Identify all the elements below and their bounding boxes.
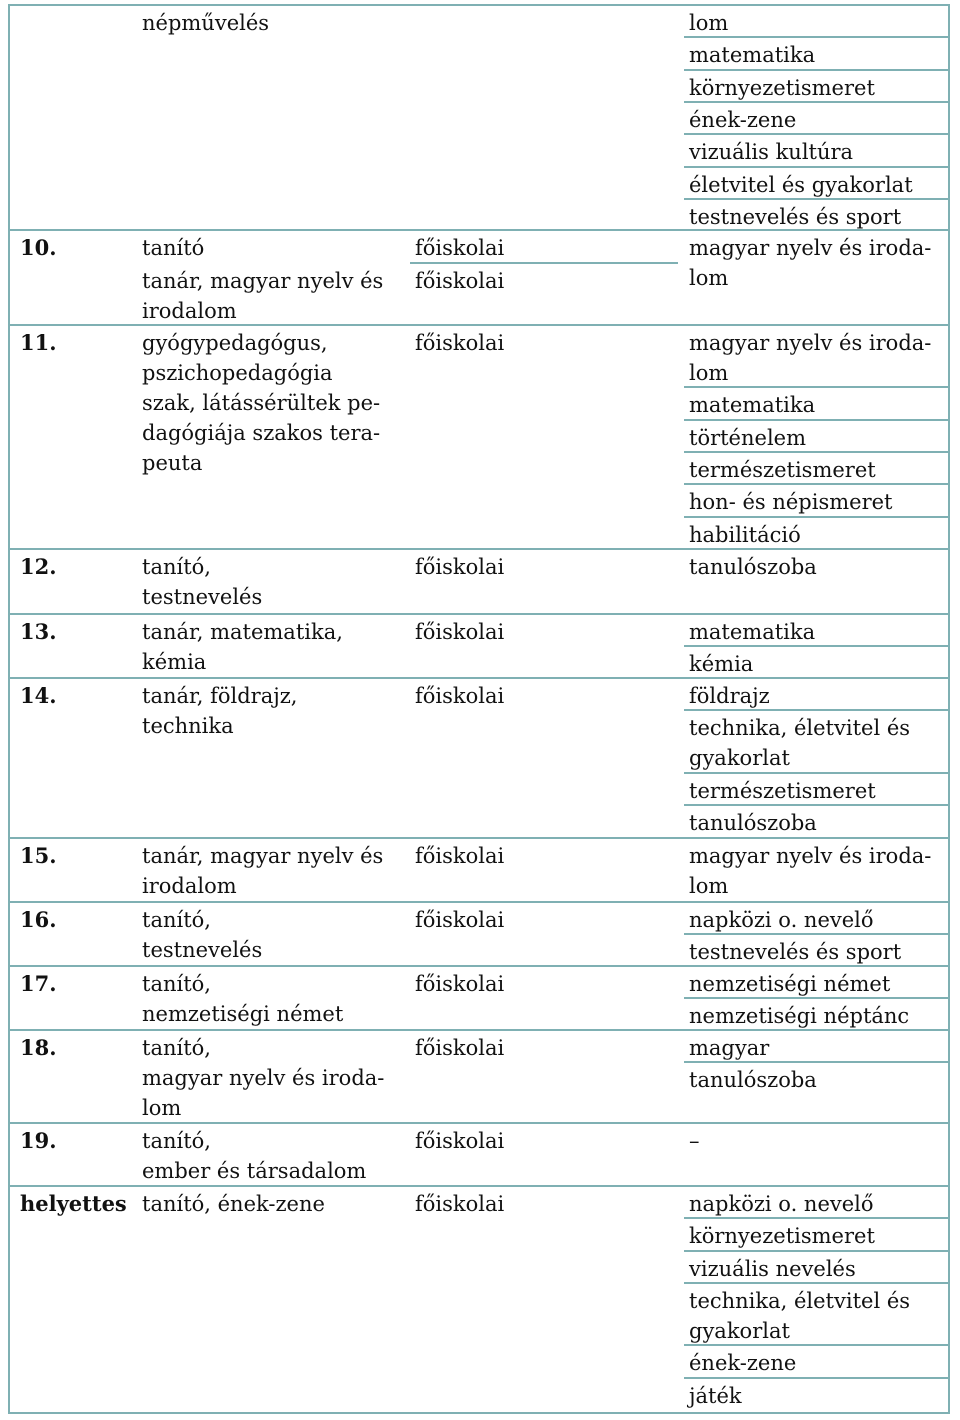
subject-line: természetismeret — [689, 457, 876, 482]
education-level: főiskolai — [415, 1192, 505, 1216]
level-divider — [410, 262, 678, 264]
subject-line: technika, életvitel és — [689, 716, 911, 741]
row-divider — [8, 548, 950, 550]
job-title-line: tanító, ének-zene — [142, 1192, 325, 1216]
subject-divider — [684, 1250, 950, 1252]
job-title-line: tanár, matematika, — [142, 620, 343, 644]
job-title-line: dagógiája szakos tera- — [142, 421, 381, 445]
subject-line: napközi o. nevelő — [689, 1192, 874, 1216]
subject-divider — [684, 419, 950, 421]
row-number: 17. — [20, 971, 57, 996]
row-divider — [8, 677, 950, 679]
subject-line: napközi o. nevelő — [689, 908, 874, 932]
education-level: főiskolai — [415, 269, 505, 293]
subject-line: magyar nyelv és iroda- — [689, 331, 932, 355]
subject-divider — [684, 101, 950, 103]
subject-divider — [684, 709, 950, 711]
subject-line: – — [689, 1129, 700, 1153]
row-divider — [8, 1029, 950, 1031]
job-title-line: tanító, — [142, 908, 211, 932]
subject-divider — [684, 69, 950, 71]
subject-line: matematika — [689, 620, 816, 644]
row-divider — [8, 1185, 950, 1187]
job-title-line: tanító — [142, 236, 205, 260]
job-title-line: népművelés — [142, 11, 270, 35]
subject-divider — [684, 166, 950, 168]
subject-line: testnevelés és sport — [689, 204, 902, 229]
education-level: főiskolai — [415, 684, 505, 708]
job-title-line: szak, látássérültek pe- — [142, 391, 381, 415]
subject-divider — [684, 645, 950, 647]
subject-divider — [684, 133, 950, 135]
subject-line: testnevelés és sport — [689, 940, 902, 965]
subject-line: technika, életvitel és — [689, 1288, 911, 1313]
education-level: főiskolai — [415, 1129, 505, 1153]
subject-divider — [684, 804, 950, 806]
subject-divider — [684, 997, 950, 999]
subject-line: kémia — [689, 652, 754, 677]
subject-line: játék — [689, 1383, 742, 1408]
job-title-line: tanító, — [142, 555, 211, 579]
job-title-line: tanár, földrajz, — [142, 684, 298, 708]
row-number: 15. — [20, 843, 57, 868]
subject-line: magyar nyelv és iroda- — [689, 236, 932, 260]
subject-line: tanulószoba — [689, 1068, 817, 1093]
subject-divider — [684, 1217, 950, 1219]
subject-divider — [684, 1061, 950, 1063]
subject-line: nemzetiségi néptánc — [689, 1004, 910, 1029]
job-title-line: tanár, magyar nyelv és — [142, 844, 384, 868]
subject-line: nemzetiségi német — [689, 972, 891, 996]
subject-line: környezetismeret — [689, 1224, 875, 1249]
education-level: főiskolai — [415, 972, 505, 996]
job-title-line: pszichopedagógia — [142, 361, 333, 385]
subject-line: habilitáció — [689, 522, 801, 547]
row-number: helyettes — [20, 1191, 127, 1216]
subject-line: lom — [689, 361, 729, 385]
subject-line: magyar nyelv és iroda- — [689, 844, 932, 868]
subject-line: tanulószoba — [689, 810, 817, 835]
subject-line: életvitel és gyakorlat — [689, 172, 913, 197]
job-title-line: ember és társadalom — [142, 1159, 367, 1183]
row-divider — [8, 324, 950, 326]
subject-line: ének-zene — [689, 1351, 797, 1376]
subject-line: magyar — [689, 1036, 770, 1060]
subject-divider — [684, 772, 950, 774]
education-level: főiskolai — [415, 236, 505, 260]
subject-line: ének-zene — [689, 107, 797, 132]
row-divider — [8, 229, 950, 231]
education-level: főiskolai — [415, 844, 505, 868]
row-divider — [8, 837, 950, 839]
job-title-line: kémia — [142, 650, 207, 674]
job-title-line: testnevelés — [142, 938, 263, 962]
job-title-line: tanító, — [142, 1129, 211, 1153]
row-number: 11. — [20, 330, 57, 355]
job-title-line: peuta — [142, 451, 203, 475]
subject-line: vizuális kultúra — [689, 140, 854, 165]
subject-line: gyakorlat — [689, 746, 790, 771]
subject-line: lom — [689, 11, 729, 35]
subject-divider — [684, 36, 950, 38]
education-level: főiskolai — [415, 908, 505, 932]
row-number: 13. — [20, 619, 57, 644]
education-level: főiskolai — [415, 555, 505, 579]
job-title-line: tanító, — [142, 1036, 211, 1060]
education-level: főiskolai — [415, 1036, 505, 1060]
subject-line: lom — [689, 266, 729, 290]
subject-divider — [684, 198, 950, 200]
subject-line: hon- és népismeret — [689, 490, 893, 515]
row-number: 14. — [20, 683, 57, 708]
row-divider — [8, 1122, 950, 1124]
job-title-line: irodalom — [142, 299, 237, 323]
subject-divider — [684, 1377, 950, 1379]
subject-divider — [684, 1282, 950, 1284]
row-number: 19. — [20, 1128, 57, 1153]
subject-line: földrajz — [689, 684, 770, 708]
subject-line: környezetismeret — [689, 75, 875, 100]
job-title-line: testnevelés — [142, 585, 263, 609]
subject-line: történelem — [689, 425, 806, 450]
subject-line: természetismeret — [689, 778, 876, 803]
subject-divider — [684, 1344, 950, 1346]
row-divider — [8, 901, 950, 903]
subject-line: matematika — [689, 43, 816, 68]
subject-divider — [684, 933, 950, 935]
row-divider — [8, 613, 950, 615]
job-title-line: technika — [142, 714, 234, 738]
education-level: főiskolai — [415, 331, 505, 355]
row-number: 18. — [20, 1035, 57, 1060]
subject-divider — [684, 516, 950, 518]
job-title-line: lom — [142, 1096, 182, 1120]
subject-line: matematika — [689, 393, 816, 418]
subject-line: gyakorlat — [689, 1318, 790, 1343]
job-title-line: tanár, magyar nyelv és — [142, 269, 384, 293]
subject-line: tanulószoba — [689, 555, 817, 579]
row-number: 16. — [20, 907, 57, 932]
job-title-line: irodalom — [142, 874, 237, 898]
job-title-line: gyógypedagógus, — [142, 331, 328, 355]
row-number: 10. — [20, 235, 57, 260]
row-divider — [8, 965, 950, 967]
job-title-line: magyar nyelv és iroda- — [142, 1066, 385, 1090]
job-title-line: tanító, — [142, 972, 211, 996]
subject-line: vizuális nevelés — [689, 1256, 856, 1281]
education-level: főiskolai — [415, 620, 505, 644]
job-title-line: nemzetiségi német — [142, 1002, 344, 1026]
row-number: 12. — [20, 554, 57, 579]
subject-line: lom — [689, 874, 729, 898]
subject-divider — [684, 386, 950, 388]
subject-divider — [684, 451, 950, 453]
subject-divider — [684, 483, 950, 485]
